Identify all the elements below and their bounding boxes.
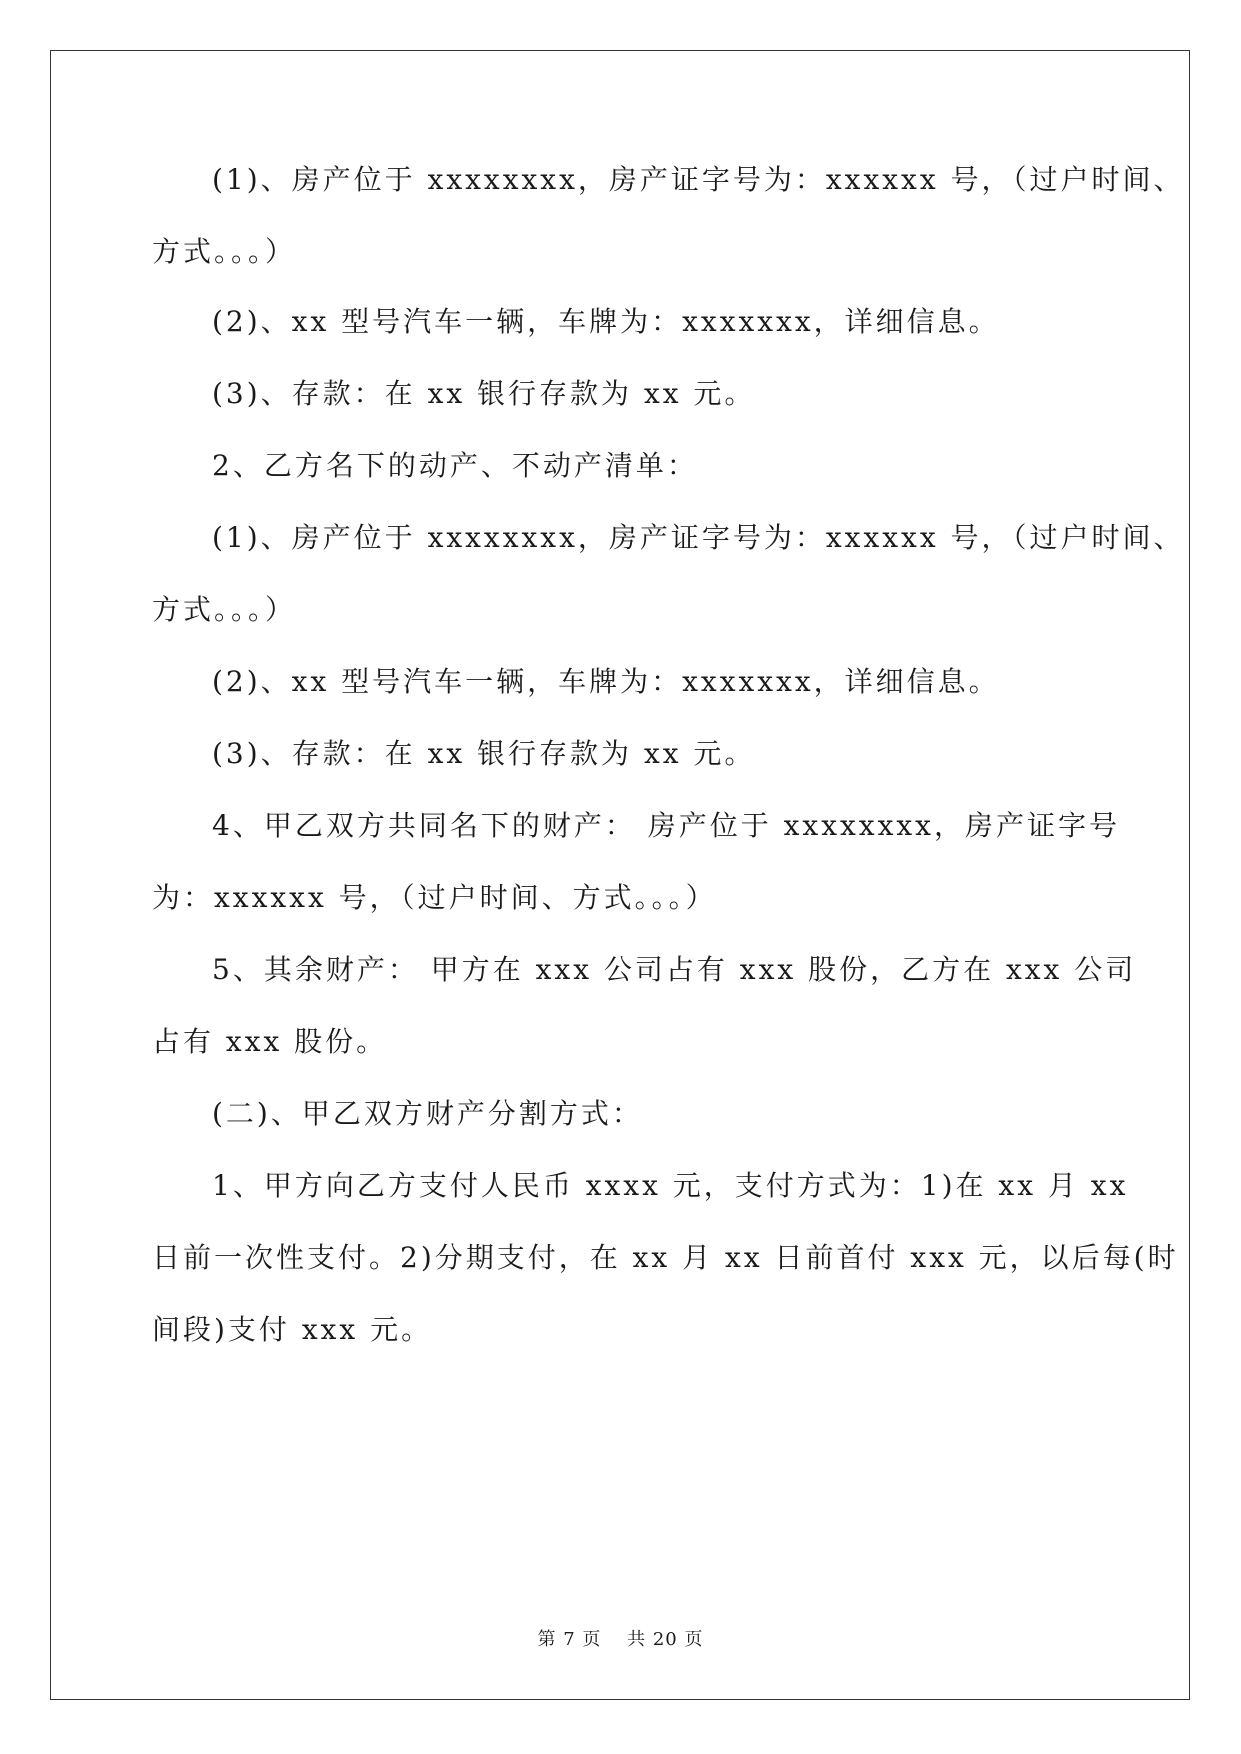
paragraph-line: (3)、存款：在 xx 银行存款为 xx 元。 xyxy=(212,737,756,770)
paragraph-line: 方式。。。） xyxy=(152,593,297,626)
paragraph-line: 5、其余财产： 甲方在 xxx 公司占有 xxx 股份，乙方在 xxx 公司 xyxy=(212,953,1137,986)
paragraph-line: (3)、存款：在 xx 银行存款为 xx 元。 xyxy=(212,377,756,410)
paragraph-line: 4、甲乙双方共同名下的财产： 房产位于 xxxxxxxx，房产证字号 xyxy=(212,809,1120,842)
paragraph-line: 占有 xxx 股份。 xyxy=(152,1025,388,1058)
page-border xyxy=(50,50,1190,1700)
page-number-footer: 第 7 页 共 20 页 xyxy=(537,1629,704,1650)
paragraph-line: (2)、xx 型号汽车一辆，车牌为：xxxxxxx，详细信息。 xyxy=(212,665,1000,698)
paragraph-line: 方式。。。） xyxy=(152,235,297,268)
paragraph-line: 1、甲方向乙方支付人民币 xxxx 元，支付方式为：1)在 xx 月 xx xyxy=(212,1169,1129,1202)
paragraph-line: (2)、xx 型号汽车一辆，车牌为：xxxxxxx，详细信息。 xyxy=(212,305,1000,338)
paragraph-line: 为：xxxxxx 号，（过户时间、方式。。。） xyxy=(152,881,717,914)
paragraph-line: (1)、房产位于 xxxxxxxx，房产证字号为：xxxxxx 号，（过户时间、 xyxy=(212,521,1185,554)
paragraph-line: 间段)支付 xxx 元。 xyxy=(152,1313,433,1346)
paragraph-line: (二)、甲乙双方财产分割方式： xyxy=(212,1097,643,1130)
paragraph-line: 2、乙方名下的动产、不动产清单： xyxy=(212,449,698,482)
paragraph-line: 日前一次性支付。2)分期支付，在 xx 月 xx 日前首付 xxx 元，以后每(时 xyxy=(152,1241,1179,1274)
paragraph-line: (1)、房产位于 xxxxxxxx，房产证字号为：xxxxxx 号，（过户时间、 xyxy=(212,163,1185,196)
